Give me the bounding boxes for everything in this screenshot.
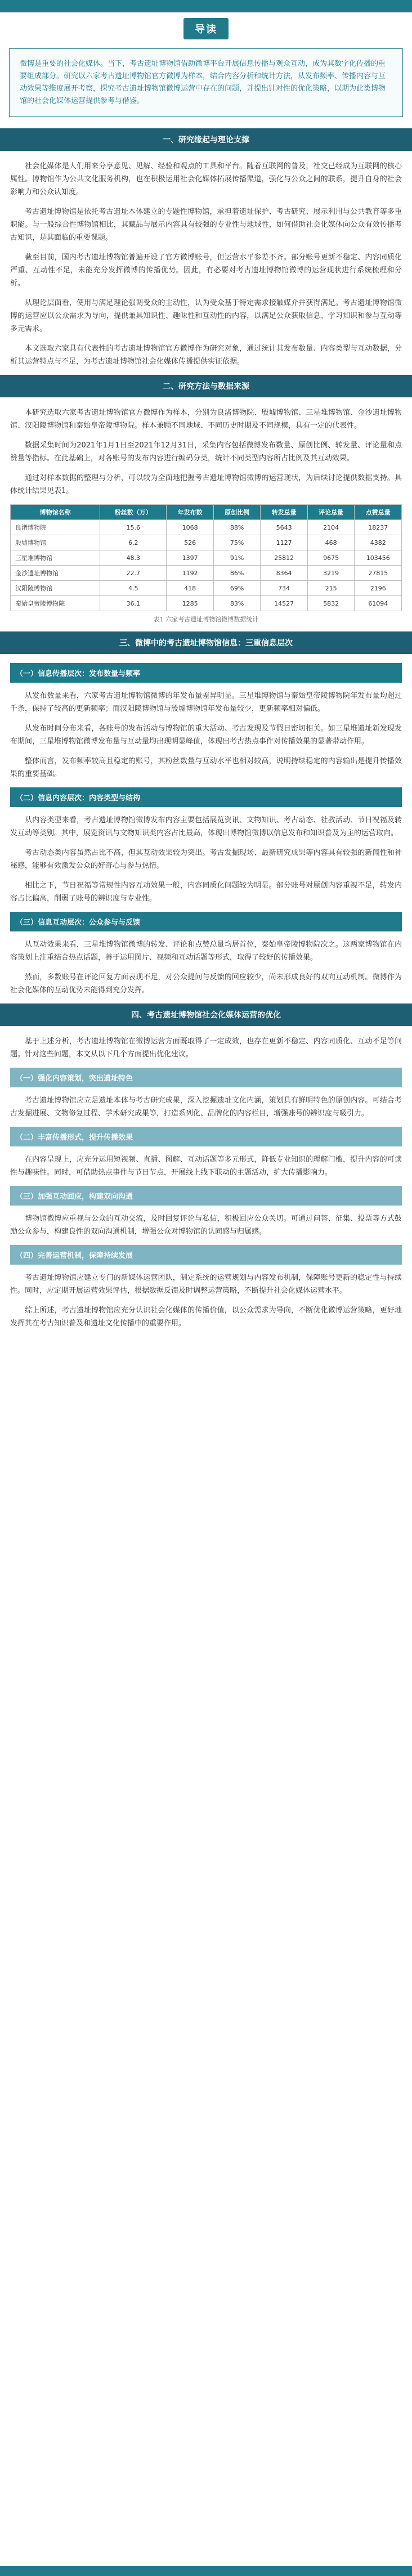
table-cell: 殷墟博物馆 (11, 535, 100, 550)
table-cell: 4382 (355, 535, 402, 550)
section-1-title: 一、研究缘起与理论支撑 (0, 128, 412, 151)
table-cell: 1397 (167, 550, 214, 566)
table-cell: 83% (213, 596, 261, 611)
section-1-paragraph: 考古遗址博物馆是依托考古遗址本体建立的专题性博物馆，承担着遗址保护、考古研究、展示利用与公共教育等多重职能。与一般综合性博物馆相比，其藏品与展示内容具有较强的专业性与地域性，如何借助社会化媒体向公众有效传播考古知识，是其面临的重要课题。 (10, 208, 402, 242)
table-row (11, 581, 402, 596)
table-cell: 1285 (167, 596, 214, 611)
table-cell: 1068 (167, 520, 214, 535)
table-cell: 9675 (307, 550, 355, 566)
table-cell: 6.2 (100, 535, 167, 550)
column-header: 转发总量 (261, 505, 308, 520)
table-row (11, 566, 402, 581)
section-4-subtitle-2: （二）丰富传播形式，提升传播效果 (10, 1127, 402, 1146)
table-cell: 2196 (355, 581, 402, 596)
section-3-paragraph: 考古动态类内容虽然占比不高，但其互动效果较为突出。考古发掘现场、最新研究成果等内容具有较强的新闻性和神秘感，能够有效激发公众的好奇心与参与热情。 (10, 849, 402, 870)
section-3-paragraph: 从互动效果来看，三星堆博物馆微博的转发、评论和点赞总量均居首位，秦始皇帝陵博物院次之。这两家博物馆在内容策划上注重结合热点话题，善于运用图片、视频和互动话题等形式，取得了较好的传播效果。 (10, 940, 402, 962)
table-header-row (11, 505, 402, 520)
table-cell: 2104 (307, 520, 355, 535)
table-cell: 61094 (355, 596, 402, 611)
table-cell: 三星堆博物馆 (11, 550, 100, 566)
section-3-paragraph: 从内容类型来看，考古遗址博物馆微博发布内容主要包括展览资讯、文物知识、考古动态、社教活动、节日祝福及转发互动等类别。其中，展览资讯与文物知识类内容占比最高，体现出博物馆微博以信息发布和知识普及为主的运营取向。 (10, 816, 402, 837)
table-caption: 表1 六家考古遗址博物馆微博数据统计 (153, 616, 259, 623)
section-1-paragraph: 社会化媒体是人们用来分享意见、见解、经验和观点的工具和平台。随着互联网的普及，社交已经成为互联网的核心属性。博物馆作为公共文化服务机构，也在积极运用社会化媒体拓展传播渠道，强化与公众之间的联系，提升自身的社会影响力和公众认知度。 (10, 162, 402, 196)
table-cell: 48.3 (100, 550, 167, 566)
table-row (11, 550, 402, 566)
statistics-table-wrap (10, 504, 402, 624)
section-4-paragraph: 博物馆微博应重视与公众的互动交流，及时回复评论与私信，积极回应公众关切。可通过问答、征集、投票等方式鼓励公众参与，构建良性的双向沟通机制，增强公众对博物馆的认同感与归属感。 (10, 1215, 402, 1236)
section-3-paragraph: 然而，多数账号在评论回复方面表现不足，对公众提问与反馈的回应较少，尚未形成良好的双向互动机制。微博作为社会化媒体的互动优势未能得到充分发挥。 (10, 973, 402, 994)
section-4-paragraph: 基于上述分析，考古遗址博物馆在微博运营方面既取得了一定成效，也存在更新不稳定、内容同质化、互动不足等问题。针对这些问题，本文从以下几个方面提出优化建议。 (10, 1037, 402, 1059)
table-cell: 91% (213, 550, 261, 566)
section-2-paragraph: 通过对样本数据的整理与分析，可以较为全面地把握考古遗址博物馆微博的运营现状，为后续讨论提供数据支持。具体统计结果见表1。 (10, 474, 402, 495)
table-cell: 27815 (355, 566, 402, 581)
section-3-subtitle-2: （二）信息内容层次：内容类型与结构 (10, 787, 402, 807)
title-area (0, 12, 412, 39)
table-row (11, 596, 402, 611)
section-2-paragraph: 数据采集时间为2021年1月1日至2021年12月31日，采集内容包括微博发布数量、原创比例、转发量、评论量和点赞量等指标。在此基础上，对各账号的发布内容进行编码分类，统计不同类型内容所占比例及其互动效果。 (10, 441, 402, 463)
column-header: 年发布数 (167, 505, 214, 520)
table-cell: 14527 (261, 596, 308, 611)
statistics-table (10, 504, 402, 611)
table-cell: 22.7 (100, 566, 167, 581)
table-cell: 5643 (261, 520, 308, 535)
table-cell: 418 (167, 581, 214, 596)
section-3-title: 三、微博中的考古遗址博物馆信息：三重信息层次 (0, 631, 412, 654)
column-header: 点赞总量 (355, 505, 402, 520)
table-cell: 8364 (261, 566, 308, 581)
column-header: 粉丝数（万） (100, 505, 167, 520)
section-4-paragraph: 考古遗址博物馆应立足遗址本体与考古研究成果，深入挖掘遗址文化内涵，策划具有鲜明特色的原创内容。可结合考古发掘进展、文物修复过程、学术研究成果等，打造系列化、品牌化的内容栏目，增强账号的辨识度与吸引力。 (10, 1096, 402, 1118)
table-cell: 215 (307, 581, 355, 596)
table-cell: 良渚博物院 (11, 520, 100, 535)
section-4-subtitle-4: （四）完善运营机制，保障持续发展 (10, 1245, 402, 1265)
column-header: 评论总量 (307, 505, 355, 520)
table-cell: 526 (167, 535, 214, 550)
table-cell: 1127 (261, 535, 308, 550)
top-banner (0, 0, 412, 12)
table-cell: 734 (261, 581, 308, 596)
table-cell: 1192 (167, 566, 214, 581)
bottom-banner (0, 2566, 412, 2576)
table-cell: 秦始皇帝陵博物院 (11, 596, 100, 611)
table-cell: 3219 (307, 566, 355, 581)
section-4-subtitle-1: （一）强化内容策划，突出遗址特色 (10, 1068, 402, 1087)
section-3-subtitle-1: （一）信息传播层次：发布数量与频率 (10, 663, 402, 683)
section-4-paragraph: 综上所述，考古遗址博物馆应充分认识社会化媒体的传播价值，以公众需求为导向，不断优化微博运营策略，更好地发挥其在考古知识普及和遗址文化传播中的重要作用。 (10, 1306, 402, 1328)
section-1-paragraph: 截至目前，国内考古遗址博物馆普遍开设了官方微博账号，但运营水平参差不齐。部分账号更新不稳定、内容同质化严重、互动性不足，未能充分发挥微博的传播优势。因此，有必要对考古遗址博物馆微博的运营现状进行系统梳理和分析。 (10, 253, 402, 288)
guide-badge: 导读 (183, 18, 229, 39)
column-header: 原创比例 (213, 505, 261, 520)
table-cell: 75% (213, 535, 261, 550)
table-cell: 15.6 (100, 520, 167, 535)
table-cell: 88% (213, 520, 261, 535)
table-cell: 69% (213, 581, 261, 596)
section-4-paragraph: 在内容呈现上，应充分运用短视频、直播、图解、互动话题等多元形式，降低专业知识的理解门槛，提升内容的可读性与趣味性。同时，可借助热点事件与节日节点，开展线上线下联动的主题活动，扩大传播影响力。 (10, 1155, 402, 1177)
section-3-paragraph: 从发布数量来看，六家考古遗址博物馆微博的年发布量差异明显。三星堆博物馆与秦始皇帝陵博物院年发布量均超过千条，保持了较高的更新频率；而汉阳陵博物馆与殷墟博物馆年发布量较少，更新频率相对偏低。 (10, 692, 402, 713)
intro-summary: 微博是重要的社会化媒体。当下，考古遗址博物馆借助微博平台开展信息传播与观众互动，成为其数字化传播的重要组成部分。研究以六家考古遗址博物馆官方微博为样本，结合内容分析和统计方法，从发布频率、传播内容与互动效果等维度展开考察，探究考古遗址博物馆微博运营中存在的问题，并提出针对性的优化策略，以期为此类博物馆的社会化媒体运营提供参考与借鉴。 (9, 48, 403, 117)
table-cell: 36.1 (100, 596, 167, 611)
table-cell: 86% (213, 566, 261, 581)
table-cell: 汉阳陵博物馆 (11, 581, 100, 596)
table-cell: 18237 (355, 520, 402, 535)
section-3-paragraph: 从发布时间分布来看，各账号的发布活动与博物馆的重大活动、考古发现及节假日密切相关。如三星堆遗址新发现发布期间，三星堆博物馆微博发布量与互动量均出现明显峰值，体现出考古热点事件对传播效果的显著带动作用。 (10, 724, 402, 746)
section-4-subtitle-3: （三）加强互动回应，构建双向沟通 (10, 1186, 402, 1206)
table-row (11, 520, 402, 535)
section-1-paragraph: 本文选取六家具有代表性的考古遗址博物馆官方微博作为研究对象，通过统计其发布数量、内容类型与互动数据，分析其运营特点与不足，为考古遗址博物馆社会化媒体传播提供实证依据。 (10, 344, 402, 366)
table-cell: 金沙遗址博物馆 (11, 566, 100, 581)
section-2-title: 二、研究方法与数据来源 (0, 375, 412, 397)
section-1-paragraph: 从理论层面看，使用与满足理论强调受众的主动性，认为受众基于特定需求接触媒介并获得满足。考古遗址博物馆微博的运营应以公众需求为导向，提供兼具知识性、趣味性和互动性的内容，以满足公众获取信息、学习知识和参与互动等多元需求。 (10, 299, 402, 333)
section-3-paragraph: 整体而言，发布频率较高且稳定的账号，其粉丝数量与互动水平也相对较高，说明持续稳定的内容输出是提升传播效果的重要基础。 (10, 757, 402, 778)
section-3-paragraph: 相比之下，节日祝福等常规性内容互动效果一般，内容同质化问题较为明显。部分账号对原创内容重视不足，转发内容占比偏高，削弱了账号的辨识度与专业性。 (10, 881, 402, 903)
table-row (11, 535, 402, 550)
table-cell: 103456 (355, 550, 402, 566)
column-header: 博物馆名称 (11, 505, 100, 520)
section-3-subtitle-3: （三）信息互动层次：公众参与与反馈 (10, 912, 402, 931)
table-cell: 5832 (307, 596, 355, 611)
table-cell: 468 (307, 535, 355, 550)
table-cell: 25812 (261, 550, 308, 566)
section-4-paragraph: 考古遗址博物馆应建立专门的新媒体运营团队，制定系统的运营规划与内容发布机制，保障账号更新的稳定性与持续性。同时，应定期开展运营效果评估，根据数据反馈及时调整运营策略，不断提升社会化媒体运营水平。 (10, 1274, 402, 1295)
section-2-paragraph: 本研究选取六家考古遗址博物馆官方微博作为样本，分别为良渚博物院、殷墟博物馆、三星堆博物馆、金沙遗址博物馆、汉阳陵博物馆和秦始皇帝陵博物院。样本兼顾不同地域、不同历史时期及不同规模，具有一定的代表性。 (10, 409, 402, 430)
section-4-title: 四、考古遗址博物馆社会化媒体运营的优化 (0, 1003, 412, 1026)
table-cell: 4.5 (100, 581, 167, 596)
